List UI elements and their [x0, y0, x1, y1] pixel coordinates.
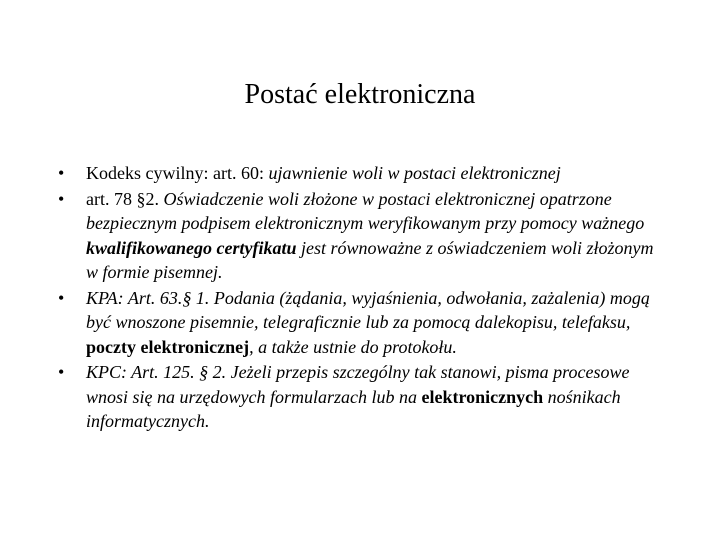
bullet-text-italic: KPC: Art. 125. § 2. Jeżeli przepis szczególny tak stanowi, pisma procesowe wnosi się na urzędowych formularzach lub na [86, 362, 630, 407]
bullet-text-plain: Kodeks cywilny: art. 60: [86, 163, 269, 183]
bullet-item-kodeks-cywilny [56, 161, 656, 186]
bullet-text-italic: nośnikach informatycznych. [86, 386, 621, 431]
bullet-item-kpc [56, 360, 656, 434]
bullet-icon: • [58, 163, 65, 183]
bullet-text-italic: , a także ustnie do protokołu. [249, 336, 457, 357]
bullet-icon: • [58, 362, 65, 382]
bullet-list [56, 161, 656, 435]
bullet-text-bold-italic: kwalifikowanego certyfikatu [86, 237, 297, 258]
bullet-text-bold: poczty elektronicznej [86, 336, 250, 357]
bullet-text-italic: KPA: Art. 63.§ 1. Podania (żądania, wyjaśnienia, odwołania, zażalenia) mogą być wnoszone pisemnie, telegraficznie lub za pomocą dalekopisu, telefaksu, [86, 287, 650, 332]
bullet-text-italic: ujawnienie woli w postaci elektronicznej [268, 163, 561, 183]
bullet-icon: • [58, 188, 65, 209]
bullet-text-bold: elektronicznych [421, 386, 544, 407]
bullet-text-italic: Oświadczenie woli złożone w postaci elektronicznej opatrzone bezpiecznym podpisem elektronicznym weryfikowanym przy pomocy ważnego [86, 188, 645, 233]
bullet-item-kpa [56, 286, 656, 360]
bullet-text-plain: art. 78 §2. [86, 188, 164, 209]
bullet-icon: • [58, 287, 65, 308]
bullet-text-italic: jest równoważne z oświadczeniem woli złożonym w formie pisemnej. [86, 237, 654, 282]
bullet-item-art-78 [56, 187, 656, 285]
slide-title: Postać elektroniczna [244, 79, 476, 110]
